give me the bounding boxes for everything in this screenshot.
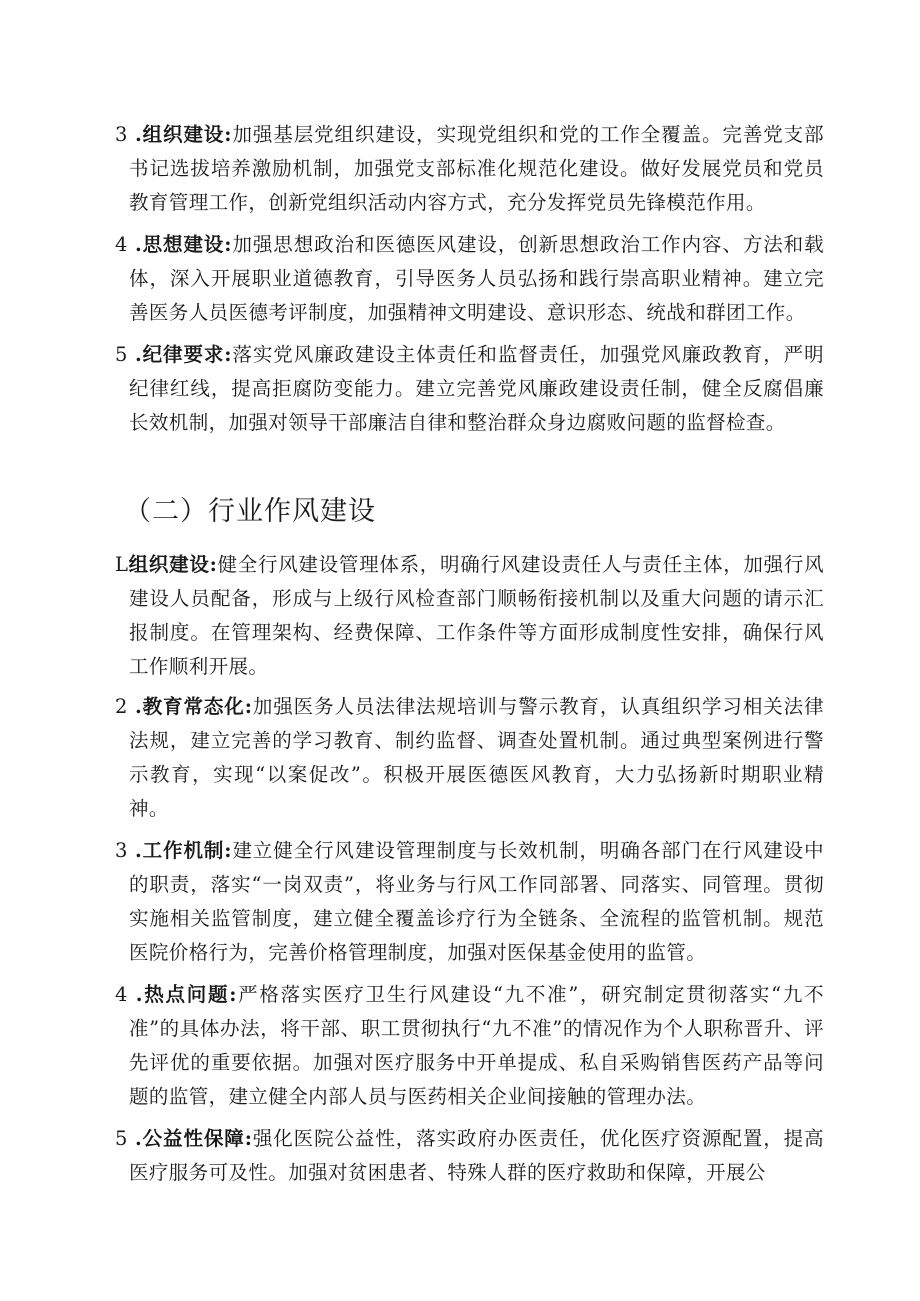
item-label: 组织建设: [128, 553, 218, 576]
paragraph-ideology-building [115, 228, 824, 330]
item-text: 严格落实医疗卫生行风建设“九不准”，研究制定贯彻落实“九不准”的具体办法，将干部、职工贯彻执行“九不准”的情况作为个人职称晋升、评先评优的重要依据。加强对医疗服务中开单提成、私自采购销售医药产品等问题的监管，建立健全内部人员与医药相关企业间接触的管理办法。 [129, 983, 824, 1108]
item-text: 健全行风建设管理体系，明确行风建设责任人与责任主体，加强行风建设人员配备，形成与上级行风检查部门顺畅衔接机制以及重大问题的请示汇报制度。在管理架构、经费保障、工作条件等方面形成制度性安排，确保行风工作顺利开展。 [129, 553, 824, 678]
paragraph-discipline [115, 338, 824, 440]
item-label: .公益性保障: [134, 1127, 253, 1150]
item-number: 5 [115, 343, 128, 366]
item-text: 强化医院公益性，落实政府办医责任，优化医疗资源配置，提高医疗服务可及性。加强对贫困患者、特殊人群的医疗救助和保障，开展公 [129, 1127, 824, 1184]
item-label: .热点问题: [135, 983, 237, 1006]
item-text: 建立健全行风建设管理制度与长效机制，明确各部门在行风建设中的职责，落实“一岗双责”，将业务与行风工作同部署、同落实、同管理。贯彻实施相关监管制度，建立健全覆盖诊疗行为全链条、全流程的监管机制。规范医院价格行为，完善价格管理制度，加强对医保基金使用的监管。 [129, 839, 825, 964]
item-number: L [115, 553, 129, 576]
item-text: 加强基层党组织建设，实现党组织和党的工作全覆盖。完善党支部书记选拔培养激励机制，加强党支部标准化规范化建设。做好发展党员和党员教育管理工作，创新党组织活动内容方式，充分发挥党员先锋模范作用。 [129, 123, 825, 214]
item-text: 加强思想政治和医德医风建设，创新思想政治工作内容、方法和载体，深入开展职业道德教育，引导医务人员弘扬和践行崇高职业精神。建立完善医务人员医德考评制度，加强精神文明建设、意识形态、统战和群团工作。 [129, 233, 825, 324]
item-number: 4 [115, 233, 128, 256]
paragraph-org-building [115, 118, 824, 220]
paragraph-education [115, 690, 824, 826]
item-number: 3 [115, 123, 128, 146]
item-label: .工作机制: [134, 839, 232, 862]
item-text: 加强医务人员法律法规培训与警示教育，认真组织学习相关法律法规，建立完善的学习教育、制约监督、调查处置机制。通过典型案例进行警示教育，实现“以案促改”。积极开展医德医风教育，大力弘扬新时期职业精神。 [129, 695, 824, 820]
item-number: 4 [115, 983, 128, 1006]
item-number: 3 [115, 839, 128, 862]
paragraph-industry-org [115, 548, 824, 684]
item-label: .组织建设: [134, 123, 232, 146]
section-heading: （二）行业作风建设 [124, 496, 376, 527]
item-number: 2 [115, 695, 128, 718]
item-text: 落实党风廉政建设主体责任和监督责任，加强党风廉政教育，严明纪律红线，提高拒腐防变能力。建立完善党风廉政建设责任制，健全反腐倡廉长效机制，加强对领导干部廉洁自律和整治群众身边腐败问题的监督检查。 [129, 343, 825, 434]
item-label: .思想建设: [134, 233, 232, 256]
paragraph-hot-issues [115, 978, 824, 1114]
paragraph-work-mechanism [115, 834, 824, 970]
item-label: .教育常态化: [134, 695, 253, 718]
item-label: .纪律要求: [134, 343, 232, 366]
paragraph-public-welfare [115, 1122, 824, 1190]
item-number: 5 [115, 1127, 128, 1150]
